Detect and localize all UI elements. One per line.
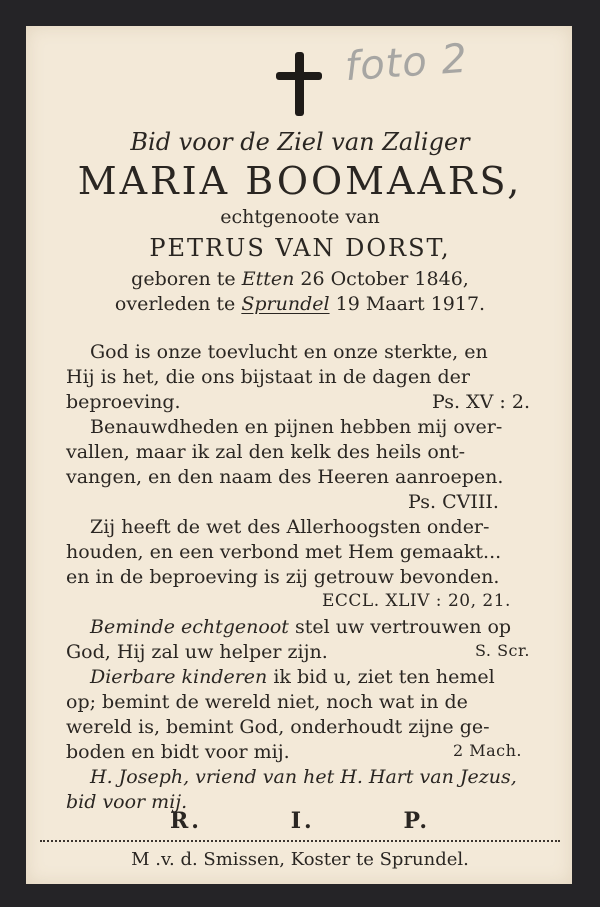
- verse-line: beproeving. Ps. XV : 2.: [66, 391, 530, 413]
- birth-prefix: geboren te: [131, 268, 236, 290]
- death-prefix: overleden te: [114, 293, 236, 315]
- relation-text: echtgenoote van: [220, 206, 380, 228]
- birth-place: Etten: [241, 268, 295, 290]
- verse-reference: Ps. CVIII.: [408, 491, 499, 513]
- invocation-line: bid voor mij.: [66, 791, 188, 813]
- verse-reference: 2 Mach.: [452, 741, 522, 760]
- rip-letter: P.: [403, 808, 430, 834]
- verse-line: God, Hij zal uw helper zijn. S. Scr.: [66, 641, 530, 663]
- verse-line: vallen, maar ik zal den kelk des heils ont-: [66, 441, 466, 463]
- printer-line: M .v. d. Smissen, Koster te Sprundel.: [131, 849, 469, 870]
- deceased-name: MARIA BOOMAARS,: [77, 159, 523, 203]
- death-date: 19 Maart 1917.: [335, 293, 486, 315]
- verse-lead: Dierbare kinderen: [90, 666, 268, 688]
- rip-line: [170, 808, 430, 834]
- handwritten-note: foto 2: [343, 35, 470, 91]
- verse-line: vangen, en den naam des Heeren aanroepen.: [66, 466, 504, 488]
- death-line: [0, 295, 600, 314]
- birth-line: [0, 270, 600, 289]
- verse-line: Benauwdheden en pijnen hebben mij over-: [90, 416, 503, 438]
- death-place: Sprundel: [241, 293, 330, 315]
- verse-line: Dierbare kinderen ik bid u, ziet ten hemel: [90, 666, 495, 688]
- rip-letter: R.: [170, 808, 202, 834]
- verse-reference: ECCL. XLIV : 20, 21.: [322, 591, 511, 611]
- dotted-divider: [40, 840, 560, 842]
- cross-icon: [276, 52, 322, 118]
- verse-line: God is onze toevlucht en onze sterkte, en: [90, 341, 488, 363]
- verse-line: op; bemint de wereld niet, noch wat in de: [66, 691, 468, 713]
- spouse-name: PETRUS VAN DORST,: [149, 234, 451, 262]
- invocation-line: H. Joseph, vriend van het H. Hart van Jezus,: [90, 766, 517, 788]
- verse-line: Hij is het, die ons bijstaat in de dagen der: [66, 366, 470, 388]
- rip-letter: I.: [290, 808, 315, 834]
- verse-line: wereld is, bemint God, onderhoudt zijne ge-: [66, 716, 490, 738]
- verse-line: boden en bidt voor mij. 2 Mach.: [66, 741, 522, 763]
- verse-reference: Ps. XV : 2.: [432, 391, 530, 413]
- verse-line: Zij heeft de wet des Allerhoogsten onder-: [90, 516, 490, 538]
- verse-line: houden, en een verbond met Hem gemaakt...: [66, 541, 502, 563]
- verse-lead: Beminde echtgenoot: [90, 616, 289, 638]
- verse-line: en in de beproeving is zij getrouw bevonden.: [66, 566, 500, 588]
- verse-reference: S. Scr.: [475, 641, 530, 660]
- birth-date: 26 October 1846,: [300, 268, 469, 290]
- verse-line: Beminde echtgenoot stel uw vertrouwen op: [90, 616, 512, 638]
- prayer-heading: Bid voor de Ziel van Zaliger: [130, 128, 470, 156]
